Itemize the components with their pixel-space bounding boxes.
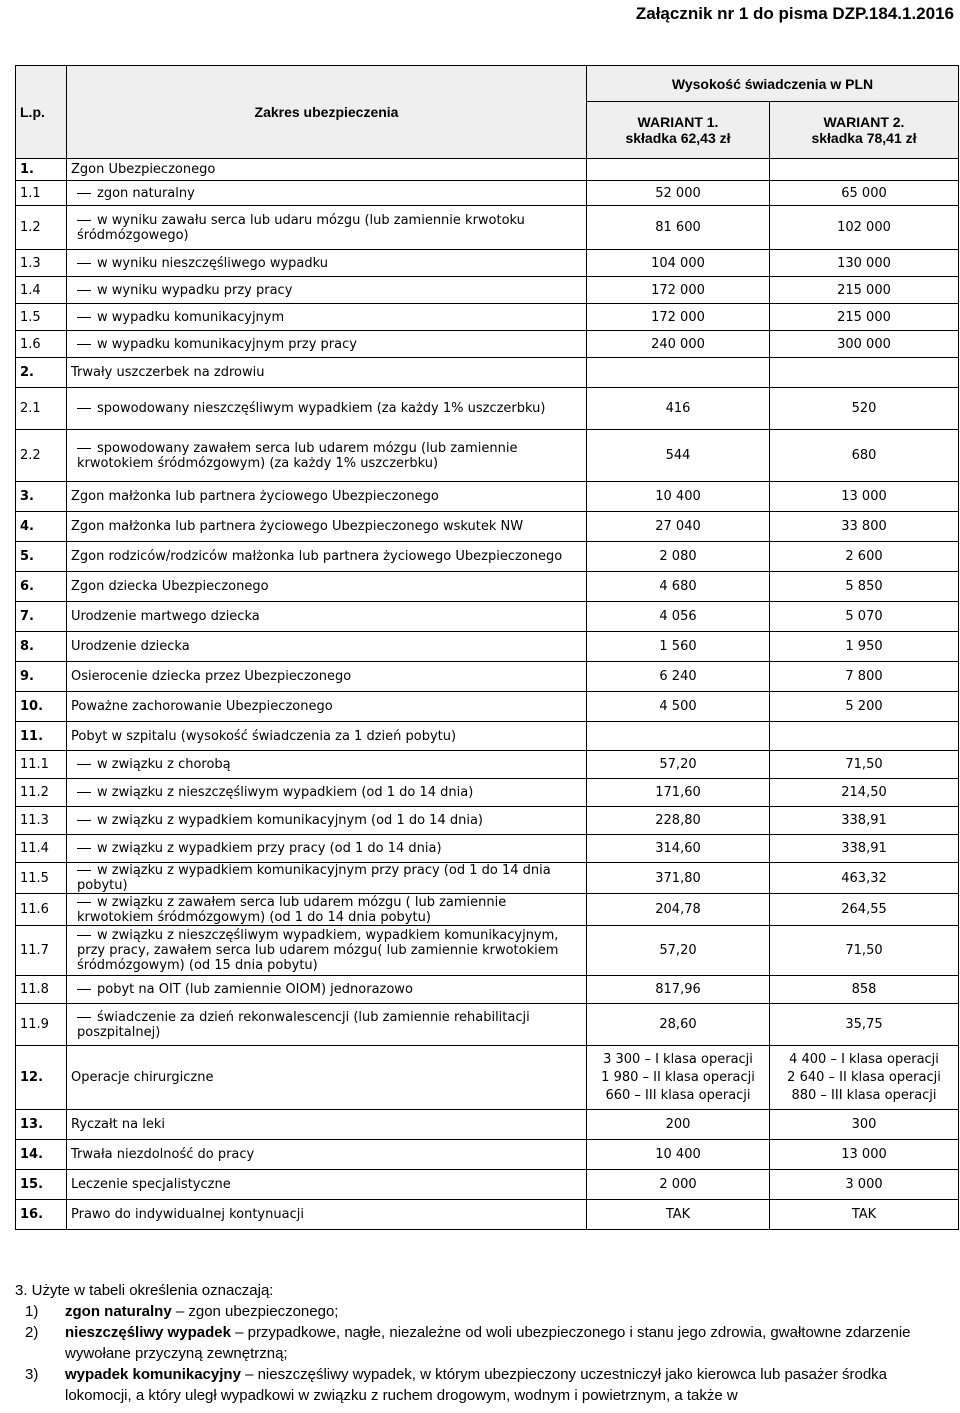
row-scope	[67, 602, 587, 632]
note-item	[25, 1322, 955, 1364]
row-scope-text: w wyniku wypadku przy pracy	[97, 282, 293, 298]
row-value-v2: 520	[770, 388, 959, 430]
row-scope-text: Urodzenie martwego dziecka	[71, 609, 260, 624]
row-scope	[67, 159, 587, 181]
row-lp: 5.	[16, 542, 67, 572]
row-value-v2: 338,91	[770, 835, 959, 863]
row-scope-text: w wyniku zawału serca lub udaru mózgu (lub zamiennie krwotoku śródmózgowego)	[77, 212, 525, 243]
note-item	[25, 1364, 955, 1406]
row-value-v1: 1 560	[587, 632, 770, 662]
dash-icon	[77, 902, 91, 903]
row-scope	[67, 751, 587, 779]
row-lp: 11.9	[16, 1004, 67, 1046]
dash-icon	[77, 764, 91, 765]
row-value-v1: 57,20	[587, 926, 770, 976]
row-scope-text: spowodowany zawałem serca lub udarem mózgu (lub zamiennie krwotokiem śródmózgowym) (za każdy 1% uszczerbku)	[77, 440, 518, 471]
row-scope-text: Leczenie specjalistyczne	[71, 1177, 231, 1192]
table-row	[16, 779, 959, 807]
dash-icon	[77, 792, 91, 793]
dash-icon	[77, 220, 91, 221]
row-value-v2	[770, 722, 959, 751]
row-value-v1: 172 000	[587, 277, 770, 304]
note-text	[65, 1322, 955, 1364]
row-scope-text: Ryczałt na leki	[71, 1117, 165, 1132]
row-value-v2: 300 000	[770, 331, 959, 358]
header-variant-2	[770, 102, 959, 159]
row-lp: 11.7	[16, 926, 67, 976]
note-term: zgon naturalny	[65, 1303, 172, 1320]
row-lp: 2.1	[16, 388, 67, 430]
table-row	[16, 277, 959, 304]
row-value-v2: 33 800	[770, 512, 959, 542]
row-scope	[67, 206, 587, 250]
row-value-v2: 214,50	[770, 779, 959, 807]
row-value-v1: 314,60	[587, 835, 770, 863]
row-value-v1: 240 000	[587, 331, 770, 358]
row-scope	[67, 1046, 587, 1110]
row-value-v1: 2 080	[587, 542, 770, 572]
table-row	[16, 1110, 959, 1140]
dash-icon	[77, 263, 91, 264]
table-row	[16, 894, 959, 926]
row-value-v1: 817,96	[587, 976, 770, 1004]
row-lp: 2.2	[16, 430, 67, 482]
row-scope-text: spowodowany nieszczęśliwym wypadkiem (za każdy 1% uszczerbku)	[97, 401, 546, 416]
row-lp: 1.	[16, 159, 67, 181]
dash-icon	[77, 448, 91, 449]
row-value-v2: 130 000	[770, 250, 959, 277]
row-lp: 11.	[16, 722, 67, 751]
row-value-v2: 13 000	[770, 482, 959, 512]
note-text	[65, 1301, 338, 1322]
row-value-v2: 102 000	[770, 206, 959, 250]
row-value-v2: 680	[770, 430, 959, 482]
row-scope	[67, 277, 587, 304]
row-lp: 11.2	[16, 779, 67, 807]
row-scope	[67, 1200, 587, 1230]
row-lp: 1.4	[16, 277, 67, 304]
row-lp: 4.	[16, 512, 67, 542]
row-lp: 6.	[16, 572, 67, 602]
row-scope-text: pobyt na OIT (lub zamiennie OIOM) jednorazowo	[97, 982, 413, 997]
row-value-v2	[770, 159, 959, 181]
variant-1-label: WARIANT 1.	[637, 114, 719, 130]
row-value-v2: 300	[770, 1110, 959, 1140]
row-scope	[67, 894, 587, 926]
table-row	[16, 662, 959, 692]
table-row	[16, 926, 959, 976]
row-scope	[67, 181, 587, 206]
row-scope-text: w związku z wypadkiem komunikacyjnym przy pracy (od 1 do 14 dnia pobytu)	[77, 863, 551, 893]
row-scope	[67, 863, 587, 894]
notes-heading: 3. Użyte w tabeli określenia oznaczają:	[15, 1282, 274, 1299]
row-lp: 3.	[16, 482, 67, 512]
table-row	[16, 542, 959, 572]
row-scope	[67, 1140, 587, 1170]
row-scope-text: zgon naturalny	[97, 185, 195, 201]
row-value-v2: 3 000	[770, 1170, 959, 1200]
row-scope	[67, 807, 587, 835]
row-value-v2: 858	[770, 976, 959, 1004]
row-scope	[67, 722, 587, 751]
row-value-v2: 65 000	[770, 181, 959, 206]
table-row	[16, 1200, 959, 1230]
row-lp: 11.6	[16, 894, 67, 926]
row-value-v2: 1 950	[770, 632, 959, 662]
row-value-v1: 10 400	[587, 482, 770, 512]
row-lp: 2.	[16, 358, 67, 388]
table-row	[16, 976, 959, 1004]
row-lp: 13.	[16, 1110, 67, 1140]
row-value-v2: 35,75	[770, 1004, 959, 1046]
table-row	[16, 751, 959, 779]
row-value-v2: 4 400 – I klasa operacji 2 640 – II klasa operacji 880 – III klasa operacji	[770, 1046, 959, 1110]
dash-icon	[77, 989, 91, 990]
row-value-v2: 5 070	[770, 602, 959, 632]
row-lp: 11.3	[16, 807, 67, 835]
row-scope-text: w związku z chorobą	[97, 757, 231, 772]
row-scope	[67, 388, 587, 430]
row-value-v1: 28,60	[587, 1004, 770, 1046]
table-row	[16, 206, 959, 250]
row-lp: 11.5	[16, 863, 67, 894]
row-value-v2: 5 200	[770, 692, 959, 722]
row-value-v1: 544	[587, 430, 770, 482]
table-row	[16, 512, 959, 542]
header-amount: Wysokość świadczenia w PLN	[587, 66, 959, 102]
row-scope	[67, 572, 587, 602]
row-value-v1	[587, 159, 770, 181]
row-value-v2: 215 000	[770, 304, 959, 331]
dash-icon	[77, 870, 91, 871]
row-lp: 1.1	[16, 181, 67, 206]
row-scope	[67, 250, 587, 277]
header-scope: Zakres ubezpieczenia	[67, 66, 587, 159]
table-row	[16, 304, 959, 331]
note-index: 3)	[25, 1366, 39, 1383]
row-value-v2: 264,55	[770, 894, 959, 926]
dash-icon	[77, 290, 91, 291]
note-text	[65, 1364, 955, 1406]
row-scope-text: świadczenie za dzień rekonwalescencji (lub zamiennie rehabilitacji poszpitalnej)	[77, 1009, 530, 1040]
row-lp: 7.	[16, 602, 67, 632]
row-scope	[67, 779, 587, 807]
row-value-v2: TAK	[770, 1200, 959, 1230]
variant-2-label: WARIANT 2.	[823, 114, 905, 130]
table-row	[16, 358, 959, 388]
row-scope-text: w związku z wypadkiem przy pracy (od 1 do 14 dnia)	[97, 841, 442, 856]
variant-1-premium: składka 62,43 zł	[625, 130, 731, 146]
row-scope	[67, 1110, 587, 1140]
table-row	[16, 835, 959, 863]
row-scope-text: Prawo do indywidualnej kontynuacji	[71, 1207, 304, 1222]
row-lp: 11.4	[16, 835, 67, 863]
row-value-v1: 371,80	[587, 863, 770, 894]
row-lp: 1.6	[16, 331, 67, 358]
table-row	[16, 572, 959, 602]
row-lp: 1.5	[16, 304, 67, 331]
table-row	[16, 482, 959, 512]
row-scope-text: Zgon dziecka Ubezpieczonego	[71, 579, 269, 594]
row-scope-text: Trwały uszczerbek na zdrowiu	[71, 365, 265, 380]
row-scope	[67, 662, 587, 692]
row-lp: 1.3	[16, 250, 67, 277]
note-index: 1)	[25, 1303, 39, 1320]
definitions-notes	[15, 1280, 955, 1406]
table-header-row	[16, 66, 959, 102]
table-row	[16, 181, 959, 206]
row-value-v1: 6 240	[587, 662, 770, 692]
row-value-v1: 10 400	[587, 1140, 770, 1170]
row-scope-text: Zgon Ubezpieczonego	[71, 162, 216, 177]
row-value-v1: 52 000	[587, 181, 770, 206]
table-row	[16, 1170, 959, 1200]
row-scope-text: w związku z nieszczęśliwym wypadkiem (od 1 do 14 dnia)	[97, 785, 474, 800]
row-value-v1: 172 000	[587, 304, 770, 331]
row-value-v2: 2 600	[770, 542, 959, 572]
row-scope	[67, 926, 587, 976]
row-scope	[67, 692, 587, 722]
note-item	[25, 1301, 955, 1322]
row-scope-text: w wypadku komunikacyjnym przy pracy	[97, 336, 357, 352]
row-value-v2: 71,50	[770, 926, 959, 976]
row-scope	[67, 482, 587, 512]
row-scope	[67, 632, 587, 662]
dash-icon	[77, 317, 91, 318]
row-lp: 10.	[16, 692, 67, 722]
variant-2-premium: składka 78,41 zł	[811, 130, 917, 146]
row-scope	[67, 304, 587, 331]
row-value-v1: 57,20	[587, 751, 770, 779]
row-lp: 16.	[16, 1200, 67, 1230]
row-scope-text: w wyniku nieszczęśliwego wypadku	[97, 255, 328, 271]
row-value-v1: 416	[587, 388, 770, 430]
row-scope-text: w związku z nieszczęśliwym wypadkiem, wypadkiem komunikacyjnym, przy pracy, zawałem serca lub udarem mózgu( lub zamiennie krwotokiem śródmózgowym) (od 15 dnia pobytu)	[77, 928, 559, 973]
row-scope	[67, 331, 587, 358]
row-scope	[67, 835, 587, 863]
row-scope-text: Trwała niezdolność do pracy	[71, 1147, 255, 1162]
table-row	[16, 807, 959, 835]
row-value-v1	[587, 722, 770, 751]
note-definition: – przypadkowe, nagłe, niezależne od woli ubezpieczonego i stanu jego zdrowia, gwałtowne zdarzenie wywołane przyczyną zewnętrzną;	[65, 1324, 911, 1362]
row-lp: 14.	[16, 1140, 67, 1170]
row-value-v2: 463,32	[770, 863, 959, 894]
table-row	[16, 602, 959, 632]
dash-icon	[77, 848, 91, 849]
row-value-v2: 7 800	[770, 662, 959, 692]
row-value-v1: 4 500	[587, 692, 770, 722]
row-scope-text: Osierocenie dziecka przez Ubezpieczonego	[71, 669, 352, 684]
row-lp: 11.1	[16, 751, 67, 779]
insurance-table	[15, 65, 959, 1230]
note-index: 2)	[25, 1324, 39, 1341]
row-value-v1: 27 040	[587, 512, 770, 542]
row-scope	[67, 1170, 587, 1200]
row-value-v1: 200	[587, 1110, 770, 1140]
attachment-header: Załącznik nr 1 do pisma DZP.184.1.2016	[635, 4, 954, 23]
row-scope-text: Poważne zachorowanie Ubezpieczonego	[71, 699, 333, 714]
row-value-v2: 71,50	[770, 751, 959, 779]
row-scope-text: Urodzenie dziecka	[71, 639, 190, 654]
table-row	[16, 250, 959, 277]
row-scope-text: w wypadku komunikacyjnym	[97, 309, 285, 325]
row-value-v1: 228,80	[587, 807, 770, 835]
row-scope-text: Pobyt w szpitalu (wysokość świadczenia za 1 dzień pobytu)	[71, 728, 457, 744]
row-value-v2	[770, 358, 959, 388]
row-scope-text: Zgon rodziców/rodziców małżonka lub partnera życiowego Ubezpieczonego	[71, 549, 563, 564]
table-row	[16, 692, 959, 722]
row-lp: 15.	[16, 1170, 67, 1200]
row-value-v1: 4 056	[587, 602, 770, 632]
row-value-v2: 338,91	[770, 807, 959, 835]
row-value-v1: 81 600	[587, 206, 770, 250]
row-scope	[67, 542, 587, 572]
row-value-v2: 215 000	[770, 277, 959, 304]
table-row	[16, 331, 959, 358]
dash-icon	[77, 193, 91, 194]
note-term: nieszczęśliwy wypadek	[65, 1324, 231, 1341]
table-row	[16, 159, 959, 181]
table-row	[16, 863, 959, 894]
table-row	[16, 1140, 959, 1170]
row-scope-text: Zgon małżonka lub partnera życiowego Ubezpieczonego wskutek NW	[71, 519, 524, 534]
table-row	[16, 388, 959, 430]
row-value-v1: 3 300 – I klasa operacji 1 980 – II klasa operacji 660 – III klasa operacji	[587, 1046, 770, 1110]
row-lp: 9.	[16, 662, 67, 692]
header-lp: L.p.	[16, 66, 67, 159]
table-row	[16, 632, 959, 662]
row-value-v1: 171,60	[587, 779, 770, 807]
row-value-v1: 204,78	[587, 894, 770, 926]
dash-icon	[77, 820, 91, 821]
row-scope	[67, 1004, 587, 1046]
dash-icon	[77, 1017, 91, 1018]
table-row	[16, 1046, 959, 1110]
row-scope	[67, 358, 587, 388]
table-row	[16, 722, 959, 751]
note-term: wypadek komunikacyjny	[65, 1366, 241, 1383]
row-lp: 12.	[16, 1046, 67, 1110]
row-value-v1: 104 000	[587, 250, 770, 277]
row-scope-text: Zgon małżonka lub partnera życiowego Ubezpieczonego	[71, 489, 439, 504]
table-row	[16, 1004, 959, 1046]
note-definition: – zgon ubezpieczonego;	[171, 1303, 339, 1320]
row-scope	[67, 430, 587, 482]
row-scope	[67, 976, 587, 1004]
row-value-v1	[587, 358, 770, 388]
row-scope	[67, 512, 587, 542]
row-value-v1: TAK	[587, 1200, 770, 1230]
row-scope-text: w związku z zawałem serca lub udarem mózgu ( lub zamiennie krwotokiem śródmózgowym) (od 1 do 14 dnia pobytu)	[77, 894, 507, 925]
row-value-v1: 4 680	[587, 572, 770, 602]
row-lp: 8.	[16, 632, 67, 662]
row-scope-text: w związku z wypadkiem komunikacyjnym (od 1 do 14 dnia)	[97, 813, 483, 828]
row-value-v2: 13 000	[770, 1140, 959, 1170]
dash-icon	[77, 344, 91, 345]
row-value-v2: 5 850	[770, 572, 959, 602]
note-definition: – nieszczęśliwy wypadek, w którym ubezpieczony uczestniczył jako kierowca lub pasażer środka lokomocji, a który uległ wypadkowi w związku z ruchem drogowym, wodnym i powietrznym, a także w	[65, 1366, 888, 1404]
row-value-v1: 2 000	[587, 1170, 770, 1200]
row-lp: 11.8	[16, 976, 67, 1004]
row-scope-text: Operacje chirurgiczne	[71, 1070, 214, 1085]
row-lp: 1.2	[16, 206, 67, 250]
table-row	[16, 430, 959, 482]
dash-icon	[77, 408, 91, 409]
dash-icon	[77, 935, 91, 936]
header-variant-1	[587, 102, 770, 159]
